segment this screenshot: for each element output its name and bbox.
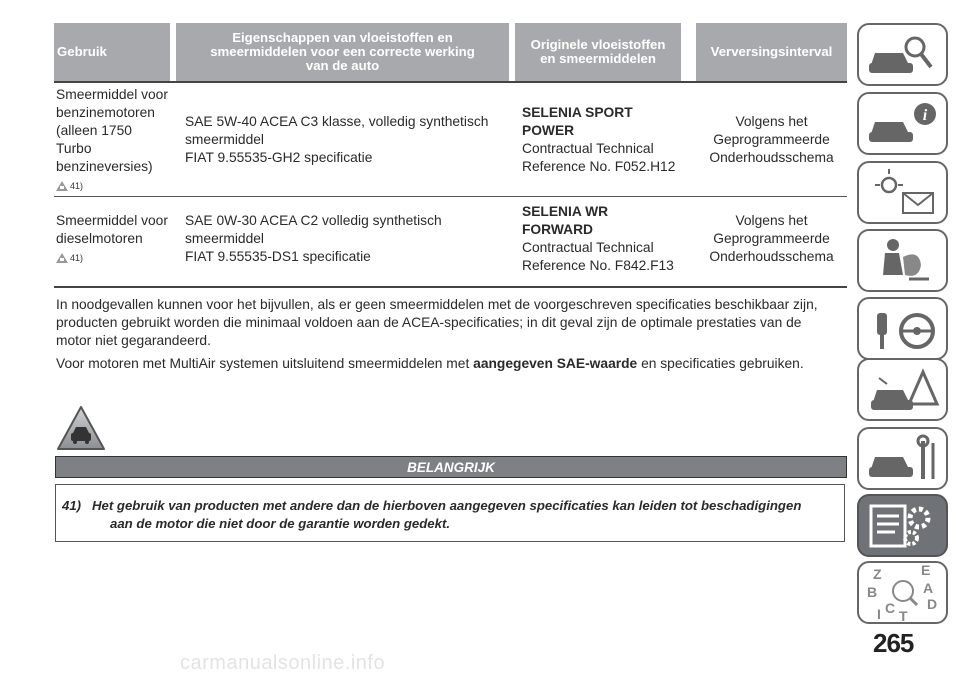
header-gebruik-text: Gebruik (57, 44, 107, 59)
use-line: dieselmotoren (56, 231, 143, 246)
index-letter: A (923, 580, 934, 596)
paragraph-emergency (56, 296, 846, 350)
row2-product (522, 203, 692, 275)
spec-line: SAE 0W-30 ACEA C2 volledig synthetisch (185, 213, 442, 228)
note-number: 41) (70, 253, 84, 263)
header-verversingsinterval (696, 23, 847, 81)
row2-use (56, 212, 176, 267)
note-number: 41) (70, 181, 84, 191)
tab-emergency[interactable] (857, 358, 948, 421)
tab-car-info[interactable] (857, 92, 948, 155)
tab-key-steering[interactable] (857, 297, 948, 360)
header-col2-line: smeermiddelen voor een correcte werking (210, 44, 475, 59)
product-name-line: POWER (522, 123, 575, 138)
tab-technical-specs[interactable] (857, 494, 948, 557)
index-alphabet-icon (859, 563, 950, 626)
interval-line: Geprogrammeerde (713, 132, 830, 147)
car-search-icon (859, 25, 950, 88)
row-divider (54, 196, 847, 197)
use-line: benzinemotoren (56, 105, 155, 120)
use-line: benzineversies) (56, 159, 153, 174)
spec-line: smeermiddel (185, 231, 264, 246)
header-col3-line: en smeermiddelen (540, 51, 656, 66)
interval-line: Volgens het (735, 213, 808, 228)
index-letter: E (921, 563, 931, 578)
product-name-line: SELENIA WR (522, 204, 609, 219)
row1-interval (696, 113, 847, 167)
note-reference[interactable] (56, 177, 176, 195)
interval-line: Onderhoudsschema (709, 150, 834, 165)
watermark: carmanualsonline.info (180, 652, 386, 674)
table-bottom-rule (54, 286, 847, 288)
product-ref-line: Reference No. F052.H12 (522, 159, 676, 174)
header-col2-line: van de auto (305, 58, 380, 73)
index-letter: B (867, 584, 878, 600)
paragraph-multiair (56, 355, 846, 373)
row2-interval (696, 212, 847, 266)
paragraph-bold: aangegeven SAE-waarde (473, 356, 638, 371)
airbag-seat-icon (859, 231, 950, 294)
spec-line: SAE 5W-40 ACEA C3 klasse, volledig synthetisch (185, 114, 489, 129)
warning-box (55, 484, 845, 542)
header-eigenschappen (176, 23, 509, 81)
index-letter: Z (873, 566, 882, 582)
note-reference[interactable] (56, 249, 176, 267)
paragraph-line: In noodgevallen kunnen voor het bijvullen, als er geen smeermiddelen met de voorgeschreven specificaties beschikbaar zijn, (56, 297, 818, 312)
interval-line: Geprogrammeerde (713, 231, 830, 246)
use-line: (alleen 1750 (56, 123, 132, 138)
use-line: Smeermiddel voor (56, 87, 168, 102)
index-letter: C (885, 600, 896, 616)
interval-line: Onderhoudsschema (709, 249, 834, 264)
product-name-line: SELENIA SPORT (522, 105, 633, 120)
paragraph-line: motor niet gegarandeerd. (56, 333, 211, 348)
product-ref-line: Contractual Technical (522, 240, 654, 255)
page-number: 265 (873, 628, 914, 658)
paragraph-text: en specificaties gebruiken. (637, 356, 804, 371)
warning-text: aan de motor die niet door de garantie worden gedekt. (110, 516, 450, 531)
row1-use (56, 86, 176, 195)
interval-line: Volgens het (735, 114, 808, 129)
tab-index[interactable] (857, 561, 948, 624)
car-tools-icon (859, 429, 950, 492)
product-ref-line: Reference No. F842.F13 (522, 258, 674, 273)
index-letter: I (877, 606, 881, 622)
table-rule (54, 81, 847, 83)
spec-line: smeermiddel (185, 132, 264, 147)
car-warning-icon (56, 405, 106, 451)
index-letter: D (927, 596, 938, 612)
car-info-icon (859, 94, 950, 157)
paragraph-line: producten gebruikt worden die minimaal voldoen aan de ACEA-specificaties; in dit geval zijn de optimale prestaties van de (56, 315, 802, 330)
tab-airbag-seat[interactable] (857, 229, 948, 292)
svg-text:i: i (922, 107, 928, 124)
warning-text: Het gebruik van producten met andere dan de hierboven aangegeven specificaties kan leiden tot beschadigingen (92, 498, 802, 513)
warning-triangle-icon (56, 253, 68, 263)
header-originele (515, 23, 681, 81)
row1-spec (185, 113, 510, 167)
tab-maintenance[interactable] (857, 427, 948, 490)
header-interval-text: Verversingsinterval (710, 44, 833, 59)
warning-triangle-icon (56, 181, 68, 191)
emergency-car-icon (859, 360, 950, 423)
tab-car-search[interactable] (857, 23, 948, 86)
product-name-line: FORWARD (522, 222, 594, 237)
tab-warning-lights[interactable] (857, 161, 948, 224)
banner-text: BELANGRIJK (407, 459, 495, 475)
header-col3-line: Originele vloeistoffen (530, 37, 666, 52)
warning-lights-icon (859, 163, 950, 226)
spec-line: FIAT 9.55535-DS1 specificatie (185, 249, 371, 264)
spec-line: FIAT 9.55535-GH2 specificatie (185, 150, 373, 165)
key-steering-icon (859, 299, 950, 362)
header-gebruik (54, 23, 170, 81)
belangrijk-banner (55, 456, 847, 478)
warning-number: 41) (62, 498, 82, 513)
index-letter: T (899, 608, 908, 624)
row2-spec (185, 212, 510, 266)
paragraph-text: Voor motoren met MultiAir systemen uitsluitend smeermiddelen met (56, 356, 474, 371)
use-line: Turbo (56, 141, 92, 156)
row1-product (522, 104, 692, 176)
product-ref-line: Contractual Technical (522, 141, 654, 156)
specs-gear-icon (859, 496, 950, 559)
use-line: Smeermiddel voor (56, 213, 168, 228)
header-col2-line: Eigenschappen van vloeistoffen en (232, 30, 453, 45)
